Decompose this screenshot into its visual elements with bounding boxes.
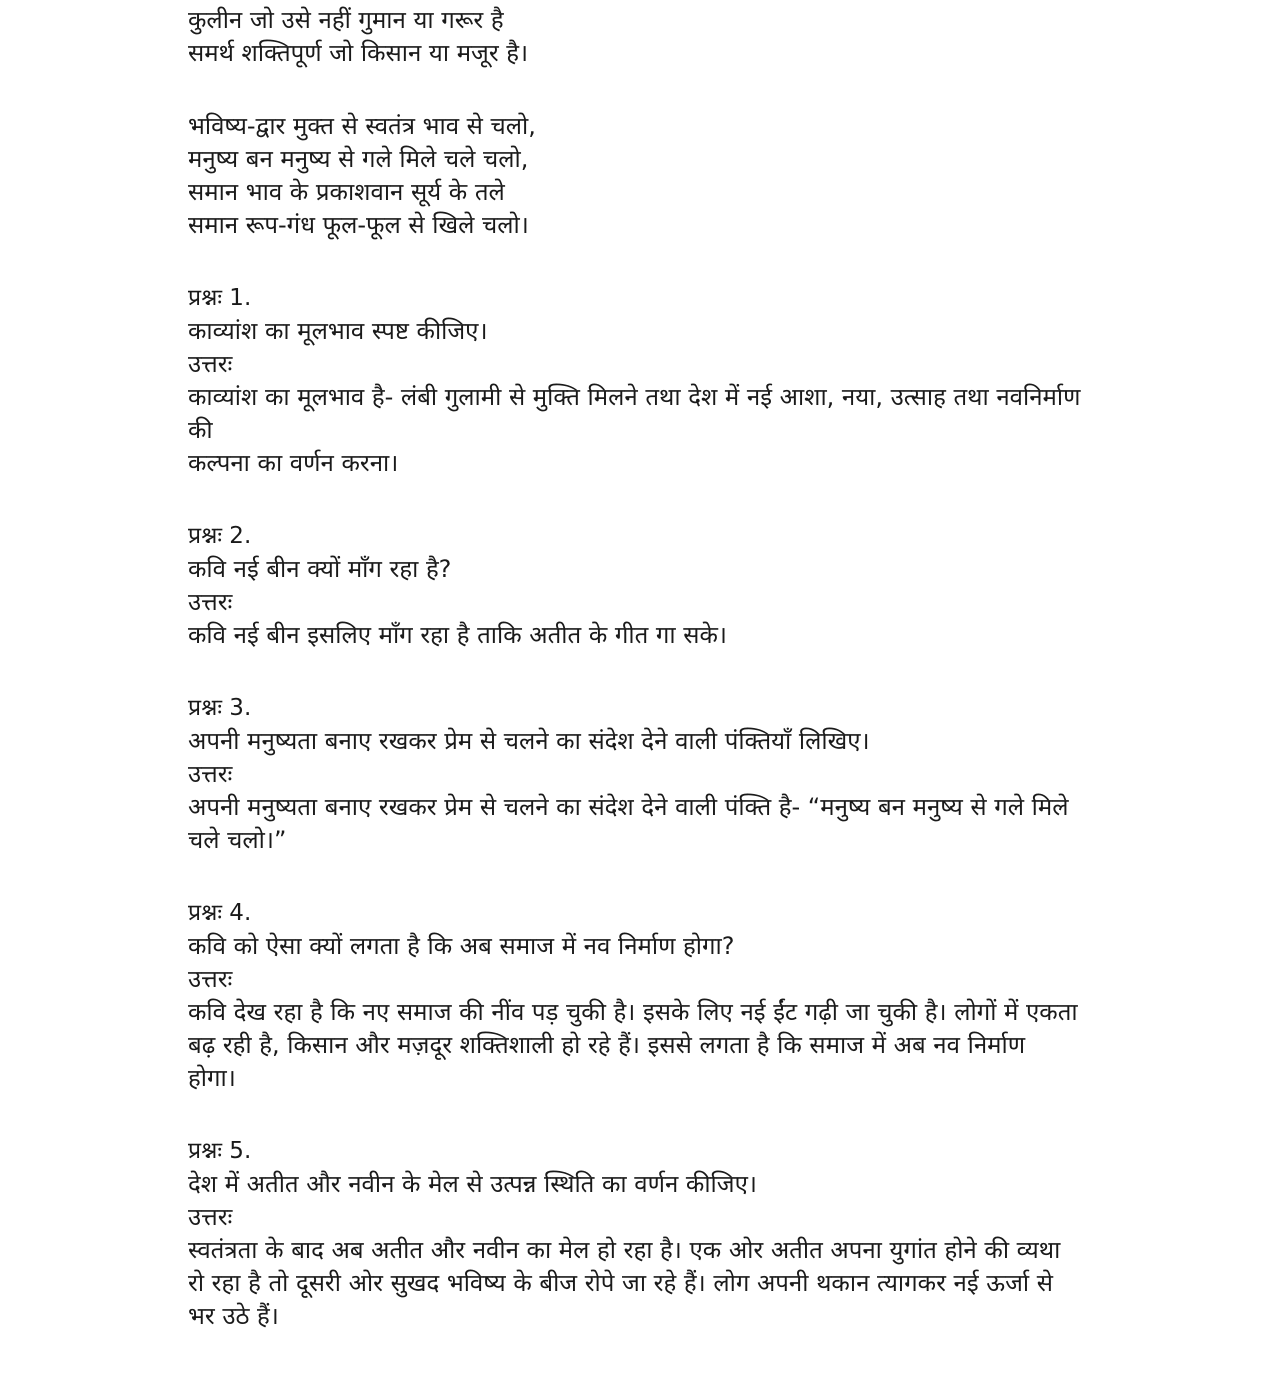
section-gap <box>188 857 1178 897</box>
qa-block-2 <box>188 520 1178 652</box>
qa-block-5 <box>188 1135 1178 1333</box>
section-gap <box>188 1095 1178 1135</box>
answer-label: उत्तरः <box>188 965 233 993</box>
answer-line: चले चलो।” <box>188 826 287 854</box>
qa-block-4 <box>188 897 1178 1095</box>
answer-line: कवि देख रहा है कि नए समाज की नींव पड़ चुकी है। इसके लिए नई ईंट गढ़ी जा चुकी है। लोगों में एकता <box>188 998 1078 1026</box>
question-text: कवि को ऐसा क्यों लगता है कि अब समाज में नव निर्माण होगा? <box>188 932 735 960</box>
poem-stanza-2 <box>188 110 1178 242</box>
section-gap <box>188 242 1178 282</box>
qa-block-1 <box>188 282 1178 480</box>
poem-line: भविष्य-द्वार मुक्त से स्वतंत्र भाव से चलो, <box>188 112 536 140</box>
poem-line: कुलीन जो उसे नहीं गुमान या गरूर है <box>188 6 504 34</box>
document-page <box>188 4 1178 1333</box>
qa-block-3 <box>188 692 1178 857</box>
question-text: कवि नई बीन क्यों माँग रहा है? <box>188 555 452 583</box>
poem-line: समान भाव के प्रकाशवान सूर्य के तले <box>188 178 505 206</box>
poem-line: समर्थ शक्तिपूर्ण जो किसान या मजूर है। <box>188 39 529 67</box>
question-text: अपनी मनुष्यता बनाए रखकर प्रेम से चलने का संदेश देने वाली पंक्तियाँ लिखिए। <box>188 727 870 755</box>
poem-line: मनुष्य बन मनुष्य से गले मिले चले चलो, <box>188 145 529 173</box>
answer-label: उत्तरः <box>188 588 233 616</box>
poem-stanza-1 <box>188 4 1178 70</box>
answer-line: काव्यांश का मूलभाव है- लंबी गुलामी से मुक्ति मिलने तथा देश में नई आशा, नया, उत्साह तथा नवनिर्माण <box>188 383 1081 411</box>
answer-line: की <box>188 416 213 444</box>
question-label: प्रश्नः 4. <box>188 900 252 926</box>
answer-label: उत्तरः <box>188 350 233 378</box>
answer-line: होगा। <box>188 1064 236 1092</box>
section-gap <box>188 480 1178 520</box>
stanza-gap <box>188 70 1178 110</box>
question-label: प्रश्नः 2. <box>188 523 252 549</box>
answer-line: अपनी मनुष्यता बनाए रखकर प्रेम से चलने का संदेश देने वाली पंक्ति है- “मनुष्य बन मनुष्य से गले मिले <box>188 793 1069 821</box>
answer-line: कवि नई बीन इसलिए माँग रहा है ताकि अतीत के गीत गा सके। <box>188 621 728 649</box>
question-label: प्रश्नः 5. <box>188 1138 252 1164</box>
question-label: प्रश्नः 3. <box>188 695 252 721</box>
question-text: काव्यांश का मूलभाव स्पष्ट कीजिए। <box>188 317 488 345</box>
answer-line: बढ़ रही है, किसान और मज़दूर शक्तिशाली हो रहे हैं। इससे लगता है कि समाज में अब नव निर्माण <box>188 1031 1026 1059</box>
answer-line: रो रहा है तो दूसरी ओर सुखद भविष्य के बीज रोपे जा रहे हैं। लोग अपनी थकान त्यागकर नई ऊर्जा से <box>188 1269 1053 1297</box>
question-text: देश में अतीत और नवीन के मेल से उत्पन्न स्थिति का वर्णन कीजिए। <box>188 1170 757 1198</box>
answer-line: स्वतंत्रता के बाद अब अतीत और नवीन का मेल हो रहा है। एक ओर अतीत अपना युगांत होने की व्यथा <box>188 1236 1061 1264</box>
answer-line: भर उठे हैं। <box>188 1302 279 1330</box>
question-label: प्रश्नः 1. <box>188 285 252 311</box>
answer-label: उत्तरः <box>188 760 233 788</box>
answer-label: उत्तरः <box>188 1203 233 1231</box>
section-gap <box>188 652 1178 692</box>
answer-line: कल्पना का वर्णन करना। <box>188 449 399 477</box>
poem-line: समान रूप-गंध फूल-फूल से खिले चलो। <box>188 211 529 239</box>
